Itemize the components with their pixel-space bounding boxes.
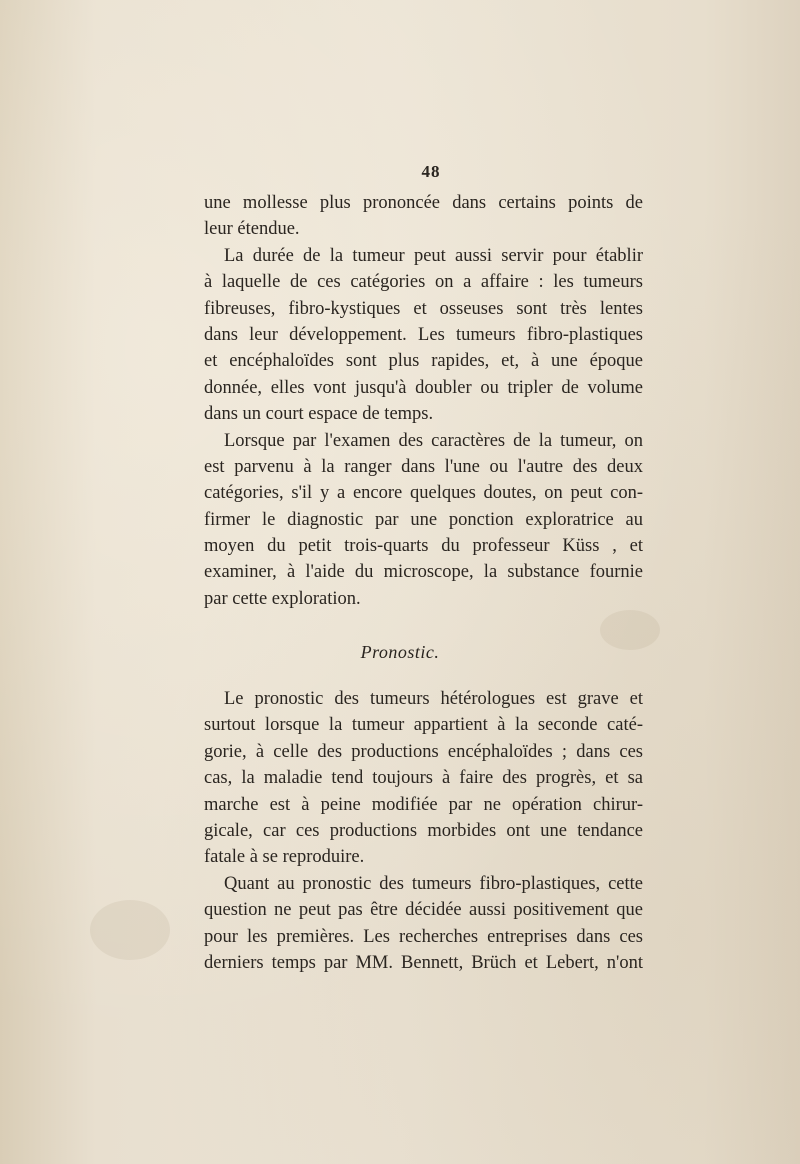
text-line: par cette exploration. bbox=[204, 588, 361, 609]
text-line: cas, la maladie tend toujours à faire des progrès, et sa bbox=[204, 768, 643, 789]
text-line: donnée, elles vont jusqu'à doubler ou tripler de volume bbox=[204, 377, 643, 398]
text-line: pour les premières. Les recherches entreprises dans ces bbox=[204, 926, 643, 947]
text-line: surtout lorsque la tumeur appartient à la seconde caté- bbox=[204, 715, 643, 736]
text-line: Lorsque par l'examen des caractères de la tumeur, on bbox=[224, 430, 643, 451]
text-line: Quant au pronostic des tumeurs fibro-plastiques, cette bbox=[224, 873, 643, 894]
text-line: firmer le diagnostic par une ponction exploratrice au bbox=[204, 509, 643, 530]
page-number: 48 bbox=[421, 162, 441, 181]
text-line: leur étendue. bbox=[204, 219, 300, 240]
text-line: La durée de la tumeur peut aussi servir pour établir bbox=[224, 245, 643, 266]
text-line: est parvenu à la ranger dans l'une ou l'autre des deux bbox=[204, 456, 643, 477]
text-line: Le pronostic des tumeurs hétérologues est grave et bbox=[224, 689, 643, 709]
text-line: et encéphaloïdes sont plus rapides, et, à une époque bbox=[204, 351, 643, 372]
paper-stain bbox=[90, 900, 170, 960]
body-text-bottom bbox=[204, 686, 643, 976]
text-line: une mollesse plus prononcée dans certains points de bbox=[204, 193, 643, 213]
text-line: à laquelle de ces catégories on a affaire : les tumeurs bbox=[204, 272, 643, 293]
text-line: question ne peut pas être décidée aussi positivement que bbox=[204, 900, 643, 921]
text-line: dans leur développement. Les tumeurs fibro-plastiques bbox=[204, 324, 643, 345]
text-line: gorie, à celle des productions encéphaloïdes ; dans ces bbox=[204, 741, 643, 762]
body-text-top bbox=[204, 190, 643, 612]
text-line: moyen du petit trois-quarts du professeur Küss , et bbox=[204, 536, 643, 557]
text-line: gicale, car ces productions morbides ont une tendance bbox=[204, 820, 643, 841]
text-line: fatale à se reproduire. bbox=[204, 847, 365, 868]
text-line: dans un court espace de temps. bbox=[204, 404, 434, 425]
text-line: marche est à peine modifiée par ne opération chirur- bbox=[204, 794, 643, 815]
text-line: catégories, s'il y a encore quelques doutes, on peut con- bbox=[204, 483, 643, 504]
text-line: derniers temps par MM. Bennett, Brüch et Lebert, n'ont bbox=[204, 952, 643, 973]
text-line: fibreuses, fibro-kystiques et osseuses sont très lentes bbox=[204, 298, 643, 319]
text-line: examiner, à l'aide du microscope, la substance fournie bbox=[204, 562, 643, 583]
section-heading: Pronostic. bbox=[360, 642, 440, 662]
